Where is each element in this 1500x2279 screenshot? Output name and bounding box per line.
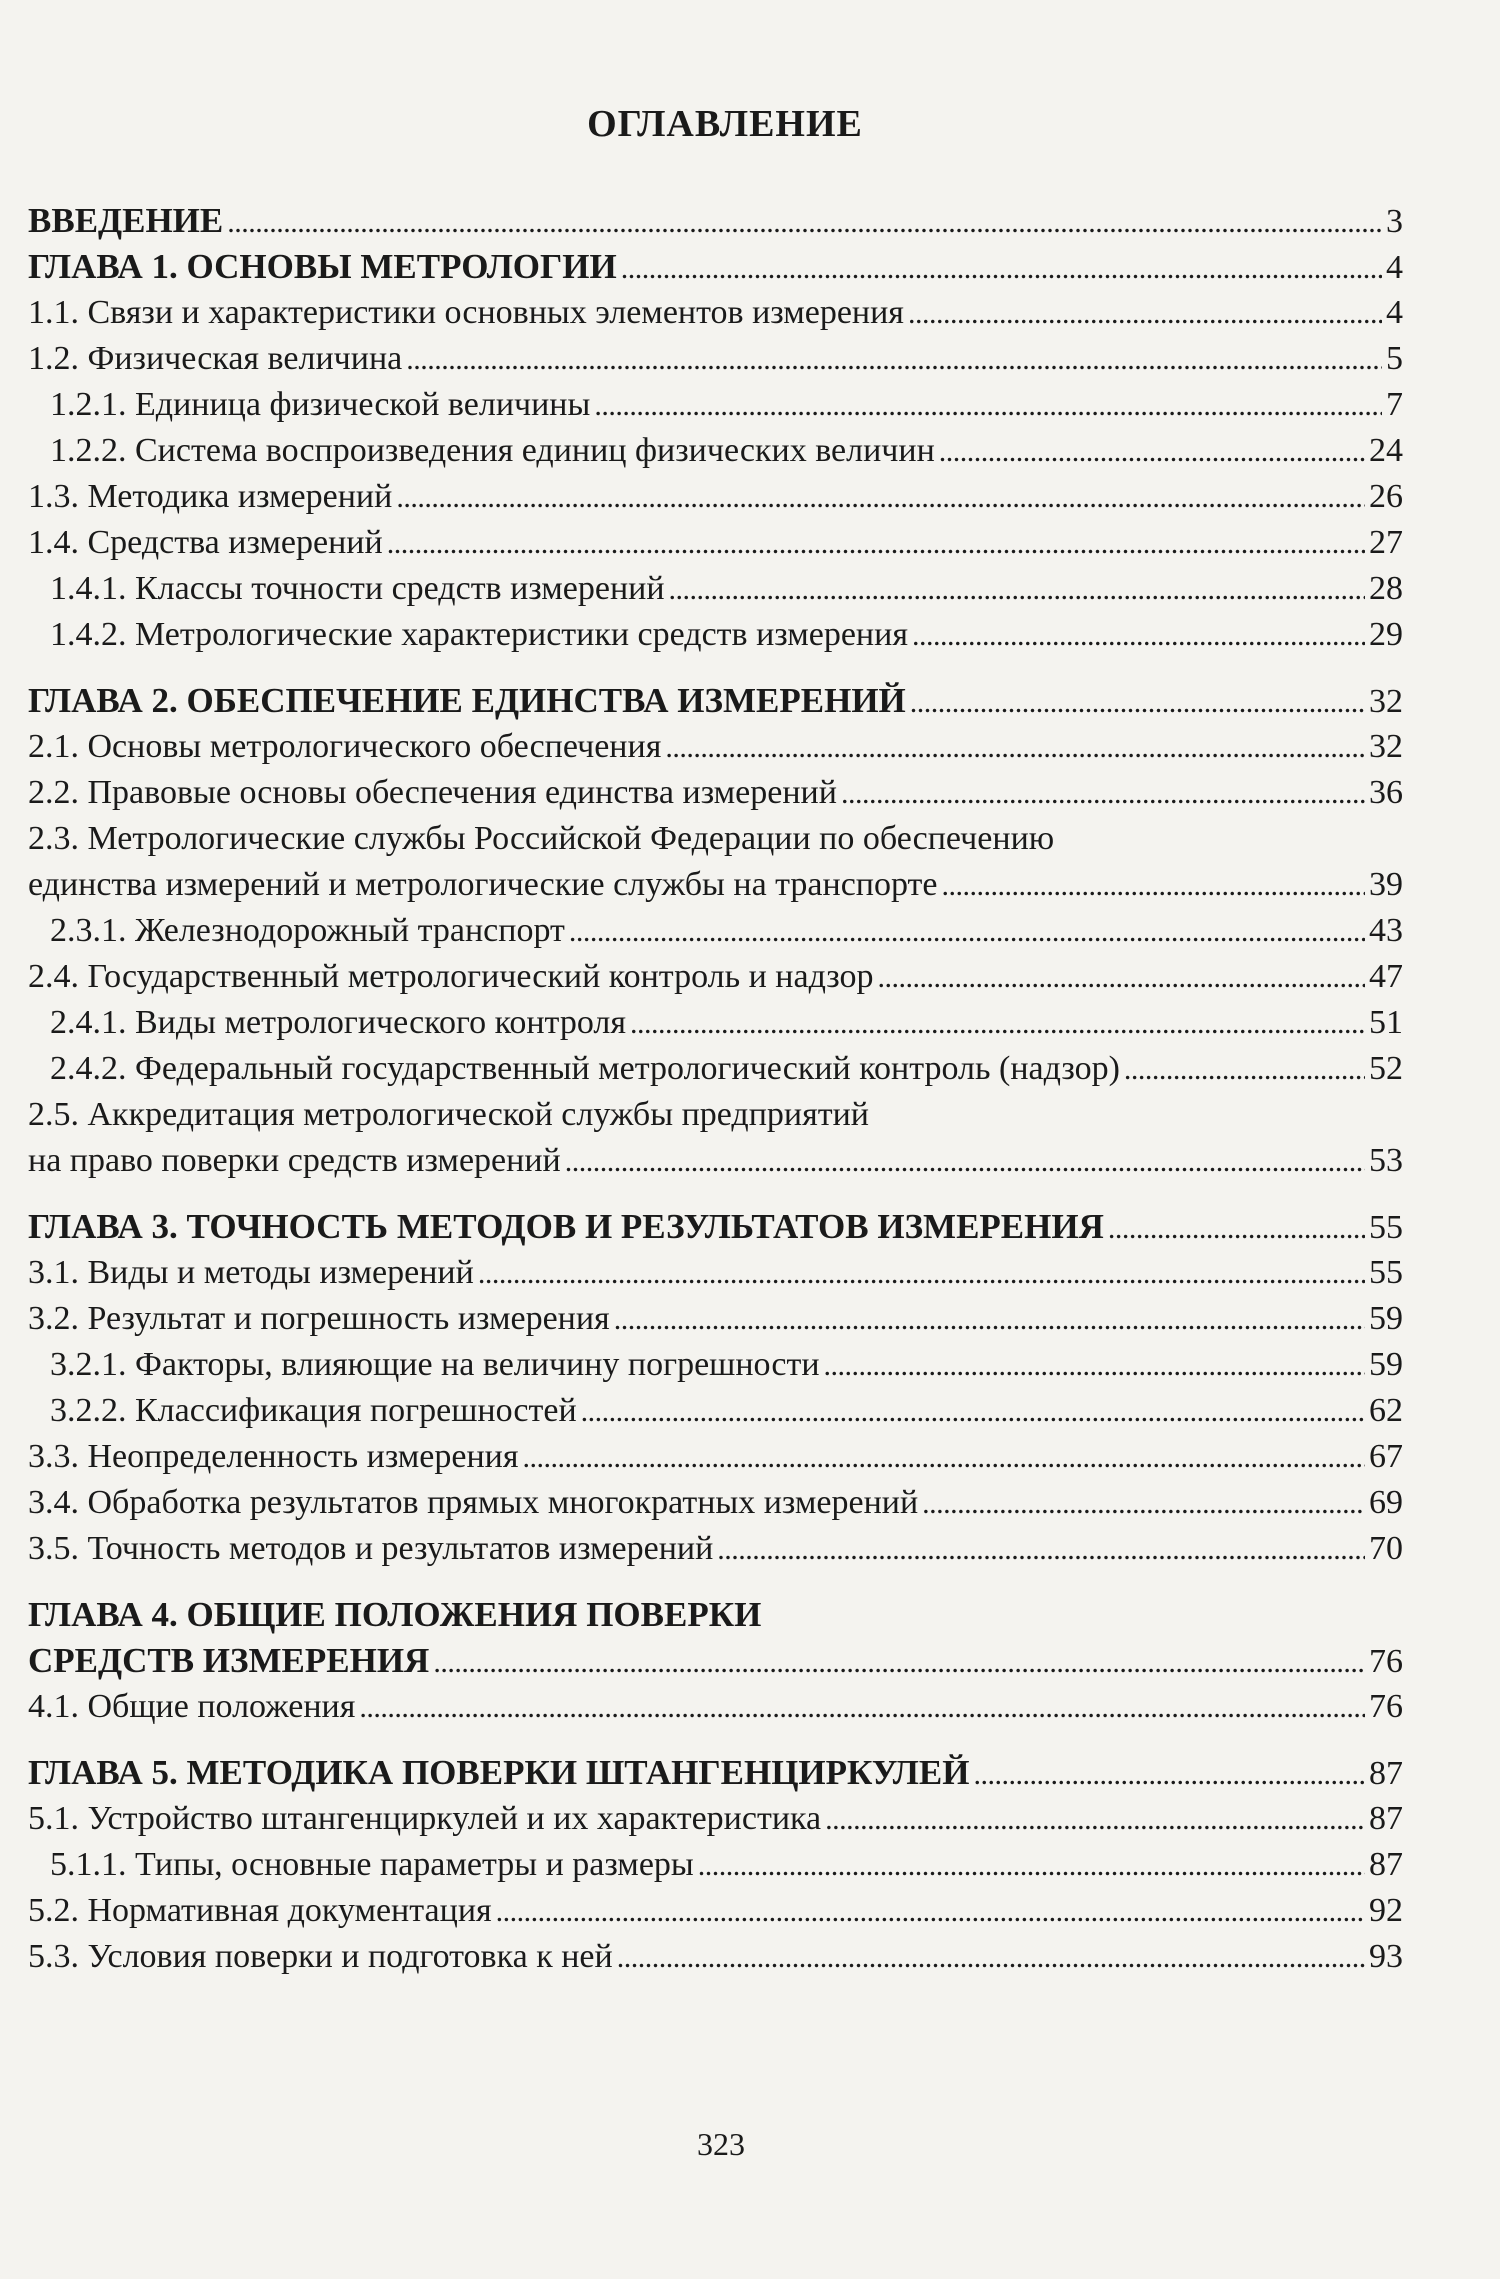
toc-entry-page: 51 [1369,1004,1403,1041]
toc-entry-page: 39 [1369,866,1403,903]
toc-entry-title: 3.2. Результат и погрешность измерения [28,1300,610,1337]
toc-entry-title: 2.3.1. Железнодорожный транспорт [50,912,565,949]
toc-leader-dots [630,1000,1365,1047]
toc-entry-title: 2.4. Государственный метрологический контроль и надзор [28,958,874,995]
toc-entry [28,1934,1403,1980]
toc-entry-title: 2.4.1. Виды метрологического контроля [50,1004,626,1041]
toc-entry [28,1092,1403,1138]
toc-leader-dots [939,428,1365,475]
toc-entry-page: 43 [1369,912,1403,949]
toc-entry-title: 1.4.2. Метрологические характеристики средств измерения [50,616,908,653]
toc-entry-page: 67 [1369,1438,1403,1475]
toc-entry-page: 87 [1369,1846,1403,1883]
toc-entry [28,428,1403,474]
toc-leader-dots [717,1526,1365,1573]
toc-leader-dots [825,1796,1365,1843]
toc-entry [28,1296,1403,1342]
table-of-contents [28,198,1403,1980]
toc-entry-page: 26 [1369,478,1403,515]
toc-entry [28,1138,1403,1184]
toc-entry-title: 5.3. Условия поверки и подготовка к ней [28,1938,613,1975]
toc-entry [28,862,1403,908]
toc-entry [28,1046,1403,1092]
toc-leader-dots [617,1934,1365,1981]
toc-entry-title: 1.2. Физическая величина [28,340,403,377]
page-title: ОГЛАВЛЕНИЕ [587,103,863,145]
toc-entry-page: 4 [1386,294,1403,331]
toc-entry-title: 3.4. Обработка результатов прямых многократных измерений [28,1484,919,1521]
toc-leader-dots [396,474,1365,521]
toc-entry-page: 29 [1369,616,1403,653]
toc-entry [28,816,1403,862]
toc-entry-title: 1.2.2. Система воспроизведения единиц физических величин [50,432,935,469]
toc-chapter-entry [28,1750,1403,1796]
toc-entry [28,1796,1403,1842]
toc-entry-page: 3 [1386,203,1403,240]
toc-entry-title: 3.2.2. Классификация погрешностей [50,1392,577,1429]
toc-leader-dots [878,954,1365,1001]
toc-entry-title: 4.1. Общие положения [28,1688,356,1725]
toc-entry-page: 32 [1369,683,1403,720]
toc-entry-title: ГЛАВА 2. ОБЕСПЕЧЕНИЕ ЕДИНСТВА ИЗМЕРЕНИЙ [28,681,906,720]
toc-leader-dots [942,862,1366,909]
toc-entry-page: 93 [1369,1938,1403,1975]
toc-entry-title: ГЛАВА 1. ОСНОВЫ МЕТРОЛОГИИ [28,247,617,286]
toc-leader-dots [665,724,1365,771]
toc-entry-title: на право поверки средств измерений [28,1142,561,1179]
toc-leader-dots [594,382,1382,429]
toc-entry-title: 5.1. Устройство штангенциркулей и их характеристика [28,1800,822,1837]
toc-entry-title: 2.4.2. Федеральный государственный метрологический контроль (надзор) [50,1050,1120,1087]
toc-leader-dots [569,908,1365,955]
toc-leader-dots [908,290,1382,337]
toc-entry-page: 5 [1386,340,1403,377]
toc-entry-page: 52 [1369,1050,1403,1087]
toc-entry-title: 1.4.1. Классы точности средств измерений [50,570,665,607]
toc-entry [28,1000,1403,1046]
toc-entry-page: 24 [1369,432,1403,469]
toc-entry-title: СРЕДСТВ ИЗМЕРЕНИЯ [28,1641,430,1680]
toc-entry-title: 5.2. Нормативная документация [28,1892,492,1929]
toc-entry-page: 76 [1369,1643,1403,1680]
toc-leader-dots [614,1296,1365,1343]
toc-entry [28,566,1403,612]
toc-entry-page: 53 [1369,1142,1403,1179]
toc-leader-dots [227,198,1382,246]
toc-leader-dots [824,1342,1365,1389]
toc-entry-title: 2.3. Метрологические службы Российской Федерации по обеспечению [28,820,1055,857]
toc-entry [28,1842,1403,1888]
toc-entry-title: единства измерений и метрологические службы на транспорте [28,866,938,903]
toc-leader-dots [922,1480,1365,1527]
toc-entry-page: 87 [1369,1755,1403,1792]
toc-leader-dots [581,1388,1365,1435]
toc-entry-page: 55 [1369,1209,1403,1246]
toc-leader-dots [910,678,1365,726]
toc-leader-dots [1124,1046,1365,1093]
toc-entry-title: 3.3. Неопределенность измерения [28,1438,519,1475]
toc-entry [28,382,1403,428]
toc-entry-page: 4 [1386,249,1403,286]
toc-entry [28,770,1403,816]
toc-leader-dots [406,336,1382,383]
toc-entry [28,1526,1403,1572]
toc-leader-dots [669,566,1365,613]
toc-entry [28,1434,1403,1480]
toc-leader-dots [841,770,1365,817]
toc-entry-title: 1.2.1. Единица физической величины [50,386,591,423]
toc-chapter-entry [28,1638,1403,1684]
toc-entry-page: 55 [1369,1254,1403,1291]
toc-entry [28,954,1403,1000]
toc-chapter-entry [28,244,1403,290]
toc-entry-page: 27 [1369,524,1403,561]
toc-entry-title: ГЛАВА 5. МЕТОДИКА ПОВЕРКИ ШТАНГЕНЦИРКУЛЕЙ [28,1753,970,1792]
toc-entry-title: 1.4. Средства измерений [28,524,383,561]
toc-entry [28,1250,1403,1296]
toc-chapter-entry [28,678,1403,724]
toc-entry-page: 69 [1369,1484,1403,1521]
toc-entry [28,520,1403,566]
toc-chapter-entry [28,198,1403,244]
toc-entry [28,1342,1403,1388]
toc-entry-title: ГЛАВА 3. ТОЧНОСТЬ МЕТОДОВ И РЕЗУЛЬТАТОВ ИЗМЕРЕНИЯ [28,1207,1104,1246]
toc-entry [28,908,1403,954]
toc-chapter-entry [28,1204,1403,1250]
toc-leader-dots [478,1250,1365,1297]
toc-entry-page: 7 [1386,386,1403,423]
toc-entry-page: 59 [1369,1300,1403,1337]
toc-entry-page: 92 [1369,1892,1403,1929]
toc-entry-page: 28 [1369,570,1403,607]
toc-leader-dots [973,1750,1365,1798]
toc-leader-dots [621,244,1382,292]
toc-leader-dots [496,1888,1365,1935]
toc-entry [28,1480,1403,1526]
toc-entry [28,612,1403,658]
toc-entry-title: 2.1. Основы метрологического обеспечения [28,728,662,765]
toc-entry-title: 3.2.1. Факторы, влияющие на величину погрешности [50,1346,820,1383]
toc-entry-page: 32 [1369,728,1403,765]
toc-entry-title: 3.5. Точность методов и результатов измерений [28,1530,714,1567]
toc-entry [28,1684,1403,1730]
toc-leader-dots [359,1684,1365,1731]
toc-entry [28,474,1403,520]
toc-chapter-entry [28,1592,1403,1638]
toc-entry [28,724,1403,770]
toc-entry-title: 3.1. Виды и методы измерений [28,1254,474,1291]
toc-entry-page: 70 [1369,1530,1403,1567]
toc-entry [28,290,1403,336]
toc-leader-dots [1108,1204,1365,1252]
toc-entry-title: 2.2. Правовые основы обеспечения единства измерений [28,774,837,811]
toc-entry-page: 76 [1369,1688,1403,1725]
toc-entry-title: ВВЕДЕНИЕ [28,201,224,240]
toc-entry-title: 2.5. Аккредитация метрологической службы предприятий [28,1096,869,1133]
toc-entry-title: 1.3. Методика измерений [28,478,393,515]
toc-leader-dots [912,612,1365,659]
toc-entry [28,1888,1403,1934]
toc-entry-page: 36 [1369,774,1403,811]
toc-leader-dots [433,1638,1365,1686]
toc-entry-page: 59 [1369,1346,1403,1383]
toc-entry [28,1388,1403,1434]
toc-leader-dots [565,1138,1365,1185]
toc-entry-title: 5.1.1. Типы, основные параметры и размеры [50,1846,694,1883]
toc-entry [28,336,1403,382]
toc-leader-dots [387,520,1365,567]
toc-entry-page: 47 [1369,958,1403,995]
toc-leader-dots [523,1434,1366,1481]
toc-entry-page: 87 [1369,1800,1403,1837]
toc-entry-title: ГЛАВА 4. ОБЩИЕ ПОЛОЖЕНИЯ ПОВЕРКИ [28,1595,762,1634]
toc-entry-title: 1.1. Связи и характеристики основных элементов измерения [28,294,904,331]
toc-leader-dots [698,1842,1365,1889]
page-number: 323 [697,2126,745,2162]
toc-entry-page: 62 [1369,1392,1403,1429]
